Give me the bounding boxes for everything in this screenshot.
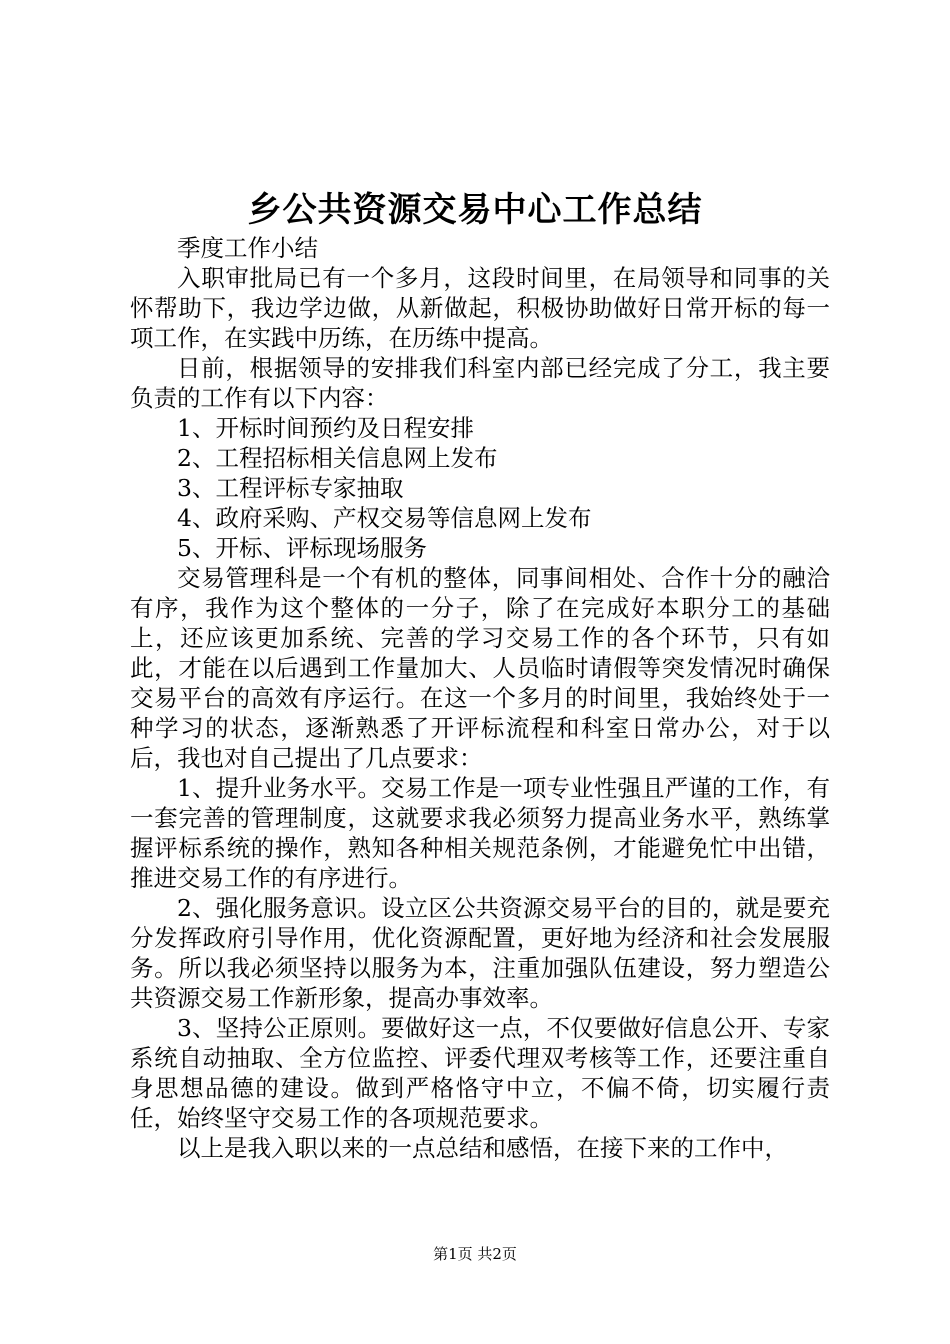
paragraph: 3、坚持公正原则。要做好这一点，不仅要做好信息公开、专家系统自动抽取、全方位监控、评委代理双考核等工作，还要注重自身思想品德的建设。做到严格恪守中立，不偏不倚，切实履行责任，始终坚守交易工作的各项规范要求。 — [130, 1014, 830, 1132]
list-item: 1、开标时间预约及日程安排 — [177, 414, 474, 442]
paragraph: 日前，根据领导的安排我们科室内部已经完成了分工，我主要负责的工作有以下内容： — [130, 354, 830, 412]
document-title: 乡公共资源交易中心工作总结 — [247, 190, 703, 230]
paragraph: 2、强化服务意识。设立区公共资源交易平台的目的，就是要充分发挥政府引导作用，优化资源配置，更好地为经济和社会发展服务。所以我必须坚持以服务为本，注重加强队伍建设，努力塑造公共资源交易工作新形象，提高办事效率。 — [130, 894, 830, 1012]
paragraph-section-heading: 季度工作小结 — [177, 234, 318, 262]
paragraph: 1、提升业务水平。交易工作是一项专业性强且严谨的工作，有一套完善的管理制度，这就要求我必须努力提高业务水平，熟练掌握评标系统的操作，熟知各种相关规范条例，才能避免忙中出错，推进交易工作的有序进行。 — [130, 774, 830, 892]
list-item: 5、开标、评标现场服务 — [177, 534, 427, 562]
list-item: 3、工程评标专家抽取 — [177, 474, 404, 502]
paragraph: 交易管理科是一个有机的整体，同事间相处、合作十分的融洽有序，我作为这个整体的一分子，除了在完成好本职分工的基础上，还应该更加系统、完善的学习交易工作的各个环节，只有如此，才能在以后遇到工作量加大、人员临时请假等突发情况时确保交易平台的高效有序运行。在这一个多月的时间里，我始终处于一种学习的状态，逐渐熟悉了开评标流程和科室日常办公，对于以后，我也对自己提出了几点要求： — [130, 564, 830, 772]
list-item: 4、政府采购、产权交易等信息网上发布 — [177, 504, 592, 532]
document-body — [130, 233, 830, 1163]
paragraph: 入职审批局已有一个多月，这段时间里，在局领导和同事的关怀帮助下，我边学边做，从新做起，积极协助做好日常开标的每一项工作，在实践中历练，在历练中提高。 — [130, 264, 830, 352]
list-item: 2、工程招标相关信息网上发布 — [177, 444, 498, 472]
paragraph: 以上是我入职以来的一点总结和感悟，在接下来的工作中， — [177, 1134, 788, 1162]
page-footer: 第1页 共2页 — [433, 1245, 517, 1263]
